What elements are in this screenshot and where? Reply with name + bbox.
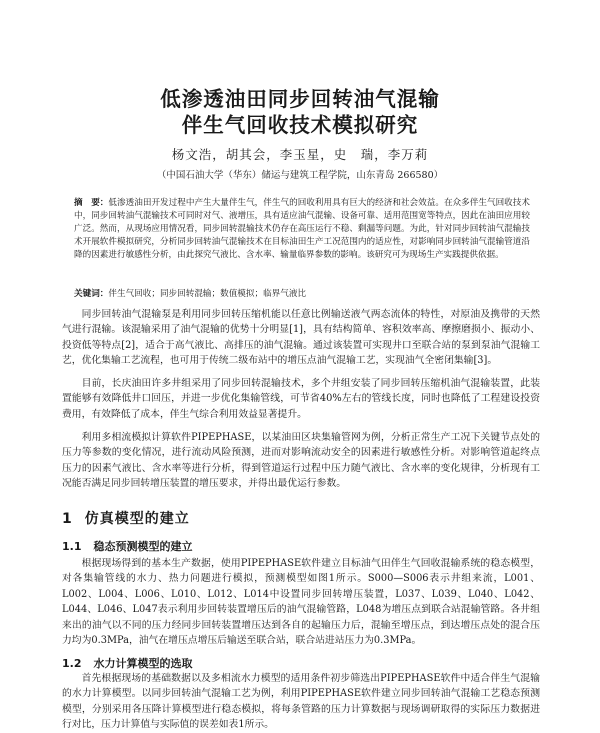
subsection-number: 1.1 [62, 540, 82, 553]
section-title: 仿真模型的建立 [84, 511, 190, 527]
authors: 杨文浩，胡其会，李玉星，史 瑞，李万莉 [171, 147, 429, 162]
intro-paragraph-3: 利用多相流模拟计算软件PIPEPHASE，以某油田区块集输管网为例，分析正常生产工况下关键节点处的压力等参数的变化情况，进行流动风险预测，进而对影响流动安全的因素进行敏感性分析。对影响管道起终点压力的因素气液比、含水率等进行分析，得到管道运行过程中压力随气液比、含水率的变化规律，分析现有工况能否满足同步回转增压装置的增压要求，并得出最优运行参数。 [62, 432, 540, 490]
title-line-2: 伴生气回收技术模拟研究 [181, 113, 419, 137]
section-heading [62, 508, 190, 528]
section-number: 1 [62, 511, 73, 527]
subsection-title: 水力计算模型的选取 [93, 657, 193, 670]
subsection-heading [62, 538, 193, 554]
subsection-heading [62, 655, 193, 671]
keywords-label: 关键词： [74, 289, 109, 299]
intro-paragraph-1: 同步回转油气混输泵是利用同步回转压缩机能以任意比例输送液气两态流体的特性，对原油及携带的天然气进行混输。该混输采用了油气混输的优势十分明显[1]，具有结构简单、容积效率高、摩擦磨损小、振动小、投资低等特点[2]，适合于高气液比、高排压的油气混输。通过该装置可实现井口至联合站的泵到泵油气混输工艺，优化集输工艺流程，也可用于传统二级布站中的增压点油气混输工艺，实现油气全密闭集输[3]。 [62, 309, 540, 367]
keywords-text: 伴生气回收；同步回转混输；数值模拟；临界气液比 [108, 289, 307, 299]
body-paragraph-5: 首先根据现场的基础数据以及多相流水力模型的适用条件初步筛选出PIPEPHASE软件中适合伴生气混输的水力计算模型。以同步回转油气混输工艺为例，利用PIPEPHASE软件建立同步回转油气混输工艺稳态预测模型，分别采用各压降计算模型进行稳态模拟，将每条管路的压力计算数据与现场调研取得的实际压力数据进行对比，压力计算值与实际值的误差如表1所示。 [62, 673, 540, 731]
abstract-label: 摘 要： [74, 198, 109, 208]
title-line-1: 低渗透油田同步回转油气混输 [160, 87, 440, 111]
intro-paragraph-2: 目前，长庆油田许多井组采用了同步回转混输技术，多个井组安装了同步回转压缩机油气混输装置，此装置能够有效降低井口回压，并进一步优化集输管线，可节省40%左右的管线长度，同时也降低了工程建设投资费用，有效降低了成本，伴生气综合利用效益显著提升。 [62, 378, 540, 420]
keywords [74, 287, 530, 299]
subsection-number: 1.2 [62, 657, 82, 670]
subsection-title: 稳态预测模型的建立 [93, 540, 193, 553]
abstract-text: 低渗透油田开发过程中产生大量伴生气，伴生气的回收利用具有巨大的经济和社会效益。在众多伴生气回收技术中，同步回转油气混输技术可同时对气、液增压，具有适应油气混输、设备可靠、适用范围宽等特点，因此在油田应用较广泛。然而，从现场应用情况看，同步回转混输技术仍存在高压运行不稳、剩漏等问题。为此，针对同步回转油气混输技术开展软件模拟研究，分析同步回转油气混输技术在目标油田生产工况范围内的适应性，对影响同步回转油气混输管道沿降的因素进行敏感性分析，由此探究气液比、含水率、输量临界参数的影响。该研究可为现场生产实践提供依据。 [74, 198, 530, 260]
abstract [74, 197, 530, 262]
body-paragraph-4: 根据现场得到的基本生产数据，使用PIPEPHASE软件建立目标油气田伴生气回收混输系统的稳态模型，对各集输管线的水力、热力问题进行模拟，预测模型如图1所示。S000—S006表示井组来流，L001、L002、L004、L006、L010、L012、L014中设置同步回转增压装置，L037、L039、L040、L042、L044、L046、L047表示利用步回转装置增压后的油气混输管路，L048为增压点到联合站混输管路。各井组来出的油气以不同的压力经同步回转装置增压达到各自的起输压力后，混输至增压点，到达增压点处的混合压力均为0.3MPa，油气在增压点增压后输送至联合站，联合站进站压力为0.3MPa。 [62, 558, 540, 647]
affiliation: （中国石油大学（华东）储运与建筑工程学院，山东青岛 266580） [156, 170, 444, 181]
